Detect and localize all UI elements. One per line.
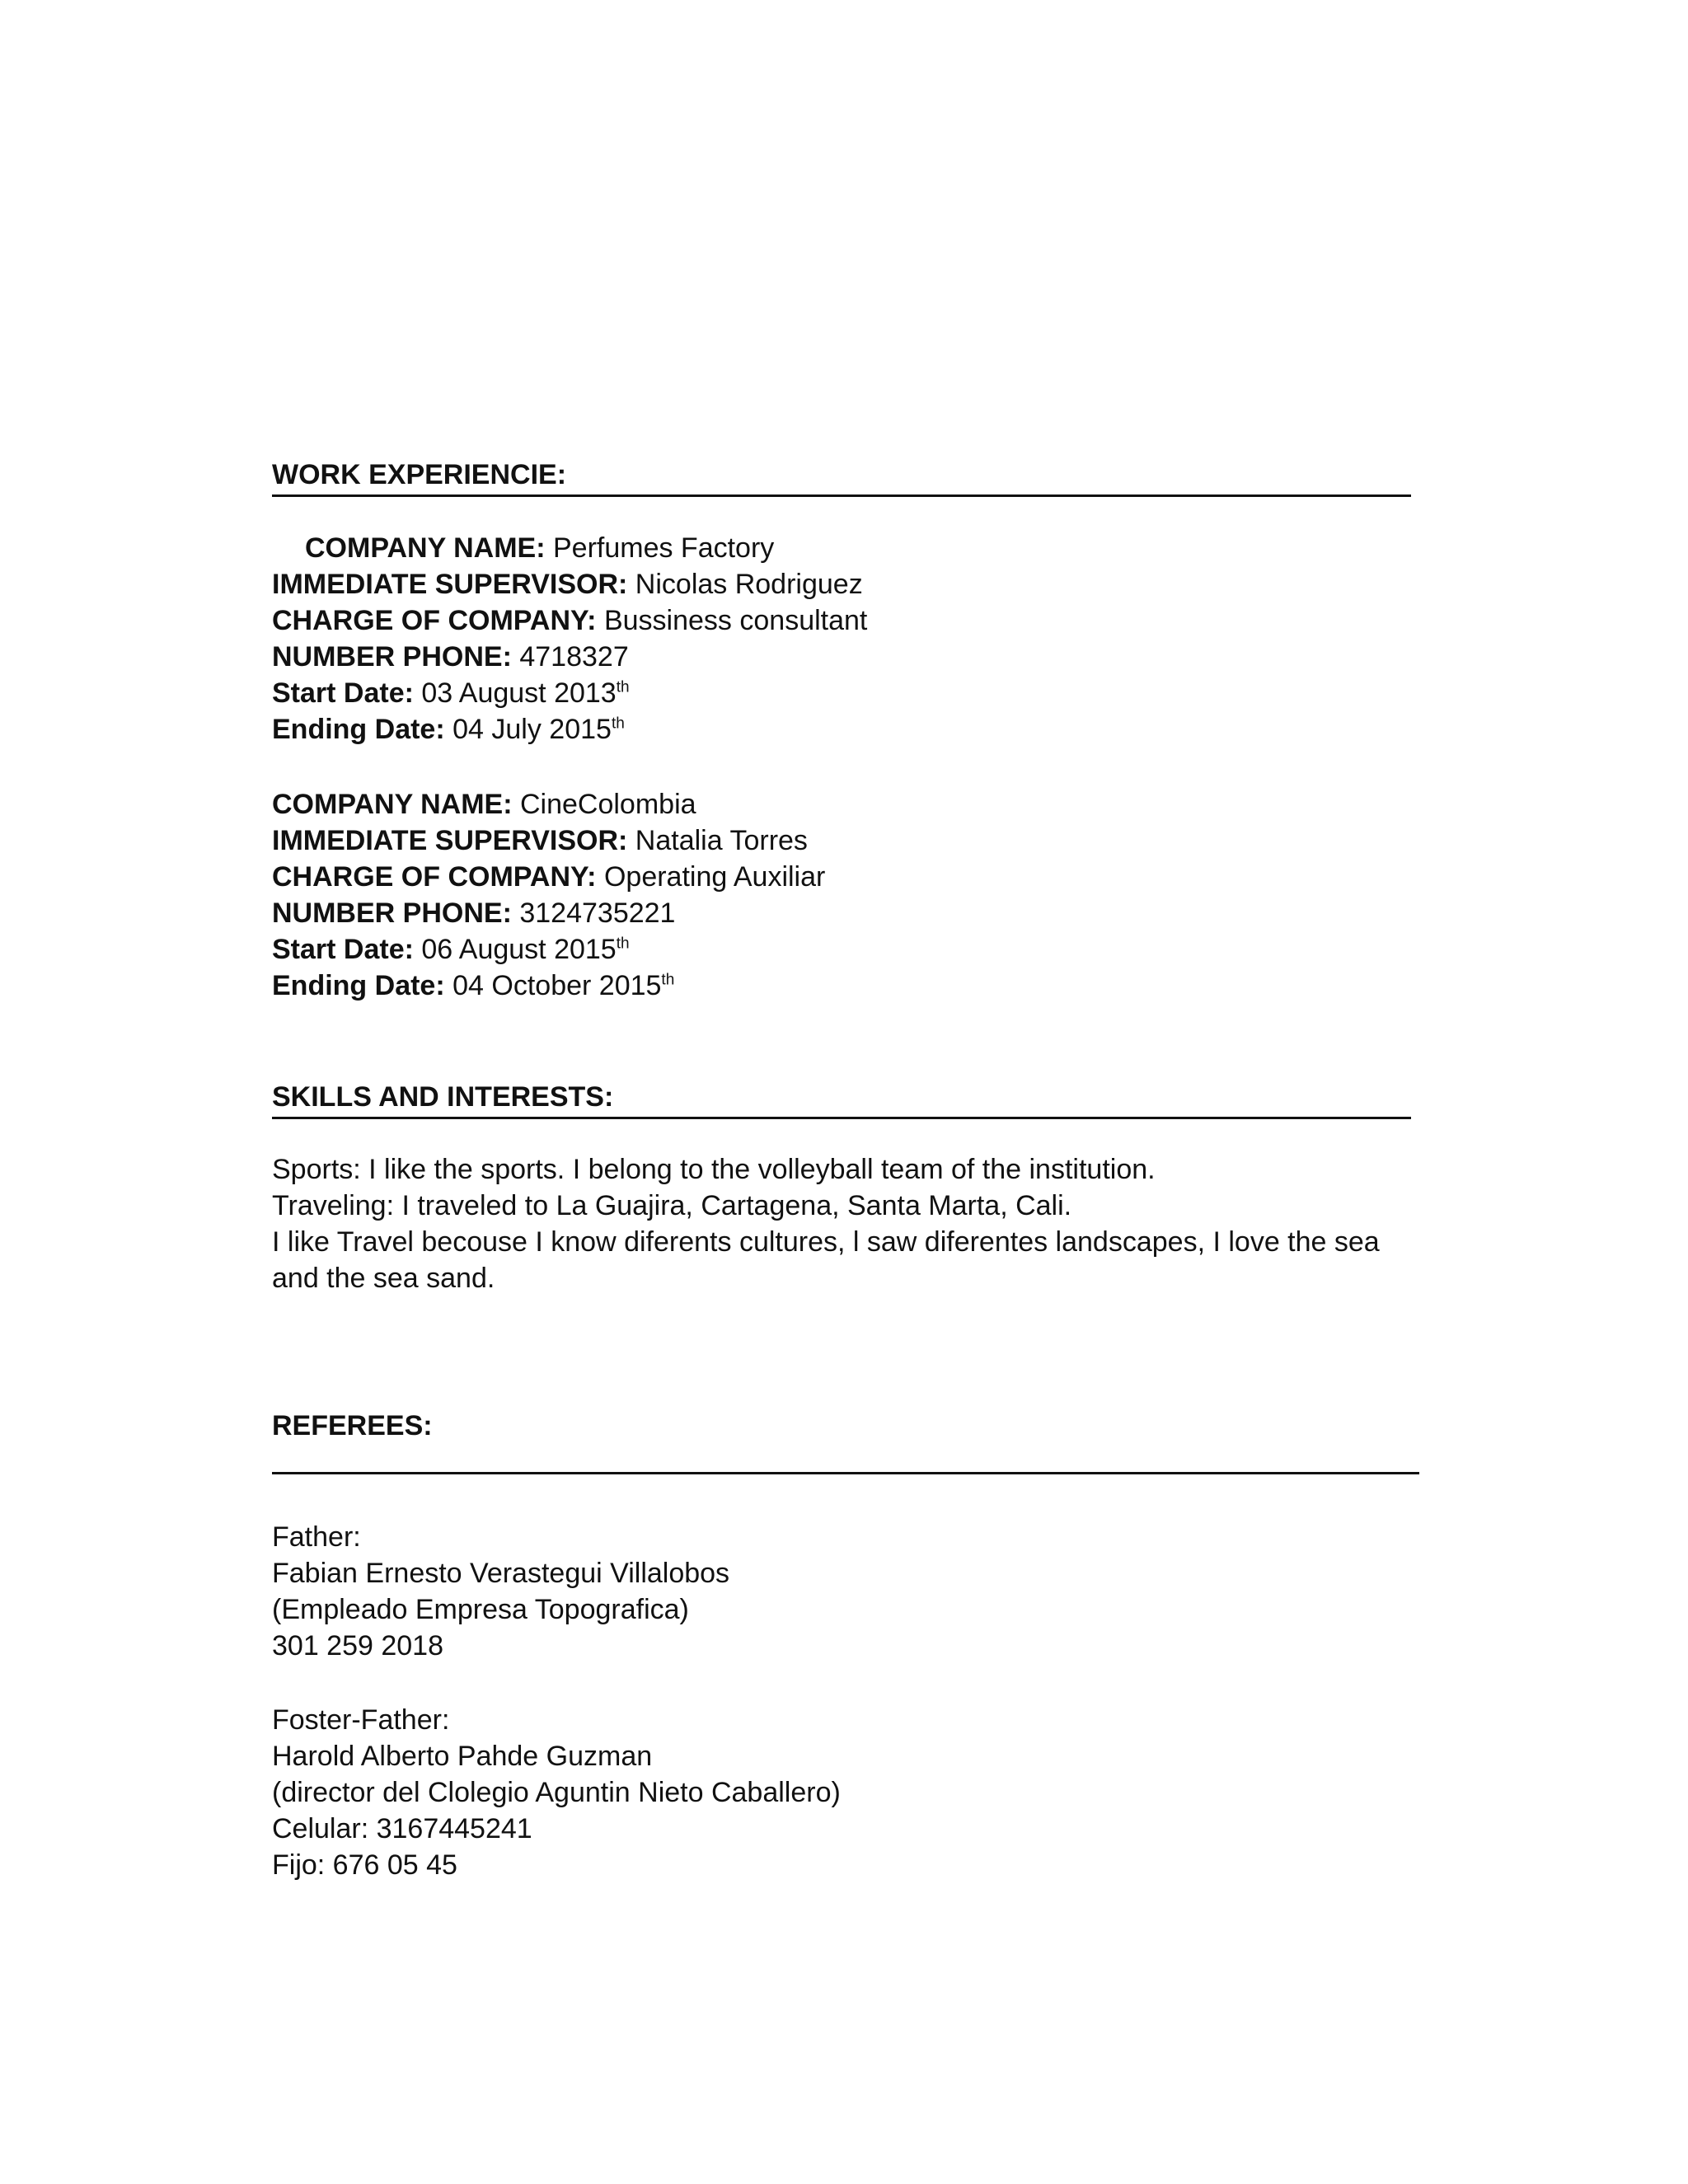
charge-value: Operating Auxiliar [603,861,826,893]
company-1-supervisor [272,566,863,602]
referee-foster-father-cell: Celular: 3167445241 [272,1813,532,1844]
company-1-start-date [272,675,630,711]
charge-label: CHARGE OF COMPANY: [272,605,597,636]
skills-rule [272,1117,1411,1119]
company-2-start-date [272,931,630,968]
company-1-phone [272,639,629,675]
referee-foster-father-landline: Fijo: 676 05 45 [272,1849,457,1881]
skills-sports-line: Sports: I like the sports. I belong to the volleyball team of the institution. [272,1154,1156,1185]
company-2-name [272,786,696,823]
supervisor-value: Nicolas Rodriguez [635,569,863,600]
end-date-label: Ending Date: [272,970,445,1001]
phone-label: NUMBER PHONE: [272,641,512,673]
skills-heading: SKILLS AND INTERESTS: [272,1081,614,1113]
referee-foster-father-name: Harold Alberto Pahde Guzman [272,1741,653,1772]
company-1-end-date [272,711,625,748]
referee-foster-father-role: (director del Clolegio Aguntin Nieto Caballero) [272,1777,841,1808]
end-date-label: Ending Date: [272,714,445,745]
company-2-supervisor [272,823,808,859]
work-experience-rule [272,494,1411,497]
referee-father-label: Father: [272,1521,361,1553]
company-name-label: COMPANY NAME: [305,532,546,564]
end-date-value: 04 October 2015 [452,970,662,1001]
company-name-label: COMPANY NAME: [272,789,513,820]
company-2-end-date [272,968,674,1004]
skills-traveling-line: Traveling: I traveled to La Guajira, Cartagena, Santa Marta, Cali. [272,1190,1072,1221]
start-date-label: Start Date: [272,677,414,709]
phone-value: 4718327 [519,641,629,673]
referee-father-role: (Empleado Empresa Topografica) [272,1594,689,1625]
phone-label: NUMBER PHONE: [272,898,512,929]
start-date-label: Start Date: [272,934,414,965]
company-2-charge [272,859,825,895]
supervisor-label: IMMEDIATE SUPERVISOR: [272,825,628,856]
company-name-value: CineColombia [519,789,696,820]
company-1-name [305,530,774,566]
start-date-value: 03 August 2013 [421,677,617,709]
skills-travel-paragraph: I like Travel becouse I know diferents cultures, l saw diferentes landscapes, I love the sea and the sea sand. [272,1226,1380,1294]
end-date-ordinal: th [611,715,625,733]
work-experience-heading: WORK EXPERIENCIE: [272,459,567,490]
end-date-ordinal: th [661,971,675,989]
company-name-value: Perfumes Factory [552,532,775,564]
start-date-ordinal: th [616,935,630,953]
supervisor-value: Natalia Torres [635,825,808,856]
start-date-ordinal: th [616,678,630,696]
referees-rule [272,1472,1419,1474]
end-date-value: 04 July 2015 [452,714,612,745]
company-1-charge [272,602,867,639]
start-date-value: 06 August 2015 [421,934,617,965]
phone-value: 3124735221 [519,898,676,929]
referee-foster-father-label: Foster-Father: [272,1704,450,1736]
supervisor-label: IMMEDIATE SUPERVISOR: [272,569,628,600]
referee-father-phone: 301 259 2018 [272,1630,443,1661]
company-2-phone [272,895,675,931]
referee-father-name: Fabian Ernesto Verastegui Villalobos [272,1558,730,1589]
charge-label: CHARGE OF COMPANY: [272,861,597,893]
charge-value: Bussiness consultant [603,605,868,636]
referees-heading: REFEREES: [272,1410,433,1441]
